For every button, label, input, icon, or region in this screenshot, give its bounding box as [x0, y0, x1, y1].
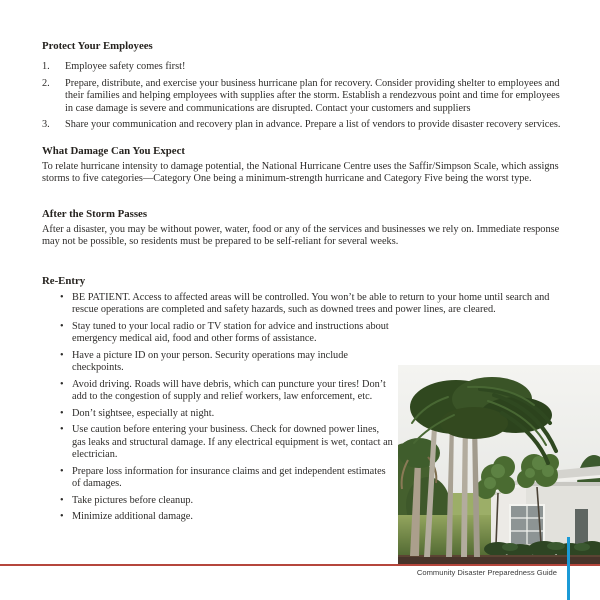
bullet-text: Take pictures before cleanup.: [72, 494, 194, 506]
bullet-item: [42, 408, 394, 421]
bullet-item: [42, 350, 394, 375]
numbered-item: [42, 78, 570, 116]
item-text: Prepare, distribute, and exercise your business hurricane plan for recovery. Consider providing shelter to employees and their families and helping employees with supplies after the storm. Establish a rendezvous point and time for employees in case damage is severe and communications are disrupted. Contact your customers and suppliers: [65, 77, 560, 114]
numbered-list-protect: [42, 61, 570, 132]
palms-house-photo: [398, 365, 600, 565]
bullet-text: Prepare loss information for insurance claims and get independent estimates of damages.: [72, 465, 386, 489]
numbered-item: [42, 61, 570, 74]
section-heading-re-entry: Re-Entry: [42, 274, 86, 287]
item-text: Share your communication and recovery plan in advance. Prepare a list of vendors to provide disaster recovery services.: [65, 119, 561, 130]
bullet-icon: •: [60, 407, 64, 419]
bullet-icon: •: [60, 465, 64, 477]
bullet-icon: •: [60, 349, 64, 361]
bullet-item: [42, 321, 394, 346]
bullet-item: [42, 424, 394, 462]
section-heading-protect-your-employees: Protect Your Employees: [42, 40, 153, 52]
bullet-item: [42, 292, 570, 317]
bullet-icon: •: [60, 511, 64, 522]
section-heading-after-the-storm-passes: After the Storm Passes: [42, 207, 148, 220]
bullet-item: [42, 495, 394, 508]
item-number: 2.: [42, 77, 50, 89]
bullet-icon: •: [60, 494, 64, 506]
bullet-icon: •: [60, 424, 64, 435]
bullet-text: BE PATIENT. Access to affected areas will be controlled. You won’t be able to return to your home until search and rescue operations are completed and safety hazards, such as downed trees and power lines, are cleared.: [72, 291, 550, 315]
item-text: Employee safety comes first!: [65, 61, 186, 72]
bullet-icon: •: [60, 320, 64, 332]
section-heading-what-damage-can-you-expect: What Damage Can You Expect: [42, 144, 185, 157]
bullet-icon: •: [60, 291, 64, 303]
bullet-text: Minimize additional damage.: [72, 511, 193, 522]
bullet-text: Don’t sightsee, especially at night.: [72, 407, 215, 419]
numbered-item: [42, 119, 570, 132]
bullet-item: [42, 511, 394, 524]
item-number: 1.: [42, 61, 50, 72]
bullet-item: [42, 466, 394, 491]
footer-rule: [0, 564, 600, 566]
bullet-text: Stay tuned to your local radio or TV station for advice and instructions about emergency medical aid, food and other forms of assistance.: [72, 320, 389, 344]
storm-paragraph: After a disaster, you may be without power, water, food or any of the services and businesses we rely on. Immediate response may not be possible, so residents must be prepared to be self-reliant for several weeks.: [42, 223, 560, 247]
accent-bar: [567, 537, 570, 600]
bullet-item: [42, 379, 394, 404]
bullet-text: Avoid driving. Roads will have debris, which can puncture your tires! Don’t add to the congestion of supply and relief workers, law enforcement, etc.: [72, 378, 386, 402]
bullet-text: Use caution before entering your business. Check for downed power lines, gas leaks and structural damage. If any electrical equipment is wet, contact an electrician.: [72, 424, 393, 460]
item-number: 3.: [42, 119, 50, 130]
footer-caption: Community Disaster Preparedness Guide: [416, 568, 557, 577]
damage-paragraph: To relate hurricane intensity to damage potential, the National Hurricane Centre uses the Saffir/Simpson Scale, which assigns storms to five categories—Category One being a minimum-strength hurricane and Category Five being the worst type.: [42, 160, 559, 184]
bullet-text: Have a picture ID on your person. Security operations may include checkpoints.: [72, 349, 348, 373]
bullet-icon: •: [60, 378, 64, 390]
